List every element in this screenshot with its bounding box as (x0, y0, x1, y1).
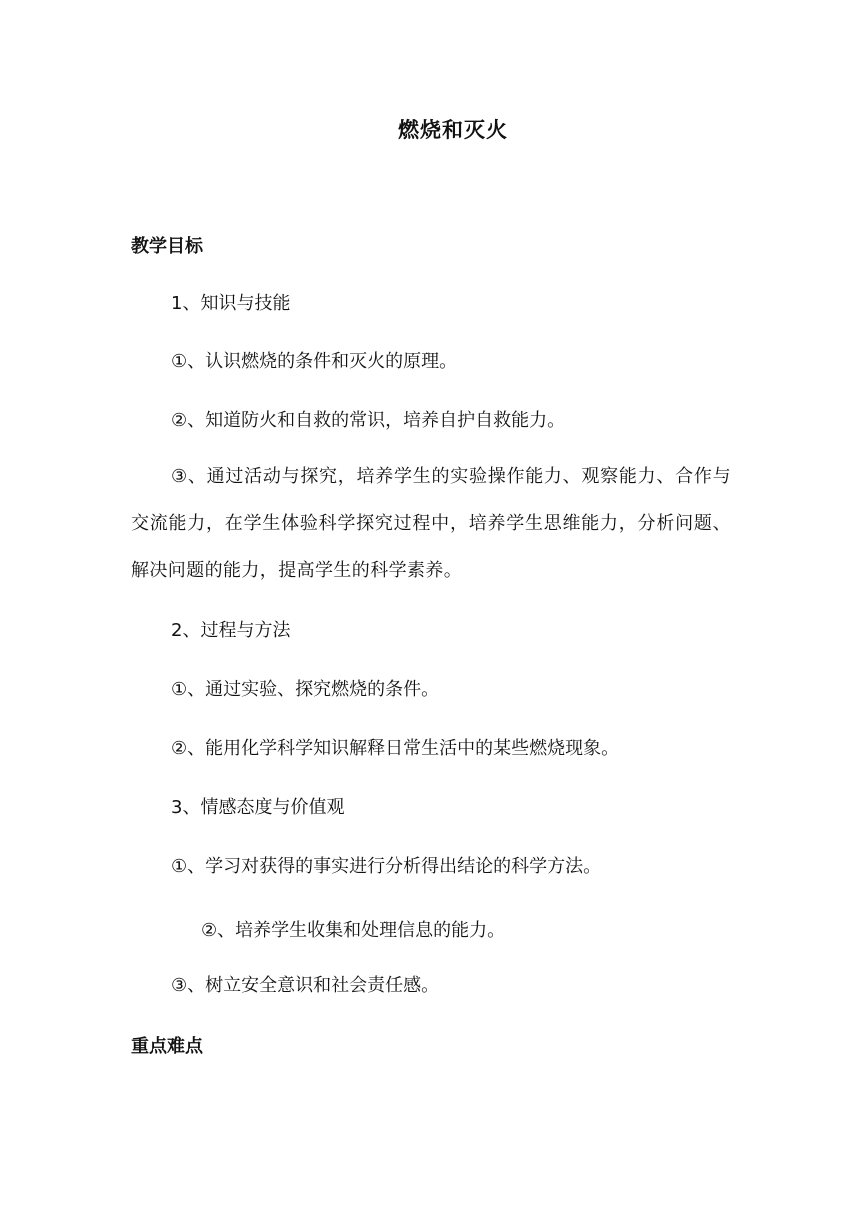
section-heading-key-points: 重点难点 (131, 1036, 203, 1057)
subheading-emotion-attitude-values: 3、情感态度与价值观 (171, 797, 345, 818)
goal-paragraph: ③、通过活动与探究，培养学生的实验操作能力、观察能力、合作与交流能力，在学生体验科学探究过程中，培养学生思维能力，分析问题、解决问题的能力，提高学生的科学素养。 (131, 466, 731, 581)
subheading-knowledge-skills: 1、知识与技能 (171, 293, 291, 314)
goal-item: ③、树立安全意识和社会责任感。 (171, 975, 440, 996)
subheading-process-methods: 2、过程与方法 (171, 620, 291, 641)
goal-item: ①、学习对获得的事实进行分析得出结论的科学方法。 (171, 856, 602, 877)
goal-item: ①、通过实验、探究燃烧的条件。 (171, 679, 440, 700)
goal-item: ②、能用化学科学知识解释日常生活中的某些燃烧现象。 (171, 738, 620, 759)
document-title: 燃烧和灭火 (398, 118, 508, 142)
goal-item: ①、认识燃烧的条件和灭火的原理。 (171, 351, 458, 372)
goal-item: ②、培养学生收集和处理信息的能力。 (201, 920, 506, 941)
goal-item: ②、知道防火和自救的常识，培养自护自救能力。 (171, 410, 566, 431)
section-heading-teaching-goals: 教学目标 (131, 236, 203, 257)
